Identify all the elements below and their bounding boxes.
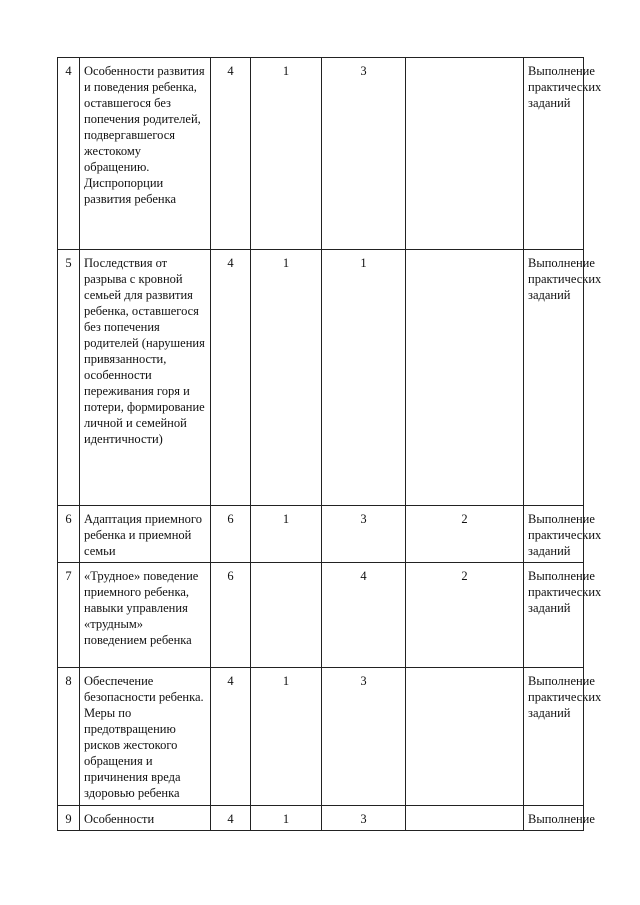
lecture-hours-cell: 1 (251, 668, 322, 806)
table-row (58, 668, 584, 806)
topic-cell: Адаптация приемного ребенка и приемной семьи (80, 506, 211, 563)
row-number: 4 (58, 58, 80, 250)
table-row (58, 250, 584, 506)
row-number: 7 (58, 563, 80, 668)
table-row (58, 806, 584, 831)
total-hours-cell: 6 (211, 506, 251, 563)
practice-hours-cell: 3 (322, 506, 406, 563)
control-form-cell: Выполнение практических заданий (524, 58, 584, 250)
row-number: 6 (58, 506, 80, 563)
topic-cell: Особенности развития и поведения ребенка, оставшегося без попечения родителей, подвергавшегося жестокому обращению. Диспропорции развития ребенка (80, 58, 211, 250)
control-form-cell: Выполнение практических заданий (524, 668, 584, 806)
lecture-hours-cell: 1 (251, 806, 322, 831)
table-row (58, 563, 584, 668)
extra-hours-cell (406, 806, 524, 831)
table-row (58, 506, 584, 563)
row-number: 8 (58, 668, 80, 806)
extra-hours-cell: 2 (406, 563, 524, 668)
topic-cell: Обеспечение безопасности ребенка. Меры по предотвращению рисков жестокого обращения и причинения вреда здоровью ребенка (80, 668, 211, 806)
control-form-cell: Выполнение практических заданий (524, 563, 584, 668)
row-number: 5 (58, 250, 80, 506)
total-hours-cell: 4 (211, 806, 251, 831)
control-form-cell: Выполнение (524, 806, 584, 831)
practice-hours-cell: 3 (322, 668, 406, 806)
lecture-hours-cell (251, 563, 322, 668)
total-hours-cell: 6 (211, 563, 251, 668)
total-hours-cell: 4 (211, 250, 251, 506)
topic-cell: Особенности (80, 806, 211, 831)
extra-hours-cell: 2 (406, 506, 524, 563)
practice-hours-cell: 3 (322, 806, 406, 831)
practice-hours-cell: 1 (322, 250, 406, 506)
total-hours-cell: 4 (211, 668, 251, 806)
control-form-cell: Выполнение практических заданий (524, 506, 584, 563)
table-row (58, 58, 584, 250)
extra-hours-cell (406, 250, 524, 506)
lecture-hours-cell: 1 (251, 58, 322, 250)
total-hours-cell: 4 (211, 58, 251, 250)
control-form-cell: Выполнение практических заданий (524, 250, 584, 506)
practice-hours-cell: 4 (322, 563, 406, 668)
curriculum-table (57, 57, 602, 831)
lecture-hours-cell: 1 (251, 250, 322, 506)
topic-cell: «Трудное» поведение приемного ребенка, навыки управления «трудным» поведением ребенка (80, 563, 211, 668)
practice-hours-cell: 3 (322, 58, 406, 250)
extra-hours-cell (406, 668, 524, 806)
topic-cell: Последствия от разрыва с кровной семьей для развития ребенка, оставшегося без попечения родителей (нарушения привязанности, особенности переживания горя и потери, формирование личной и семейной идентичности) (80, 250, 211, 506)
extra-hours-cell (406, 58, 524, 250)
lecture-hours-cell: 1 (251, 506, 322, 563)
row-number: 9 (58, 806, 80, 831)
